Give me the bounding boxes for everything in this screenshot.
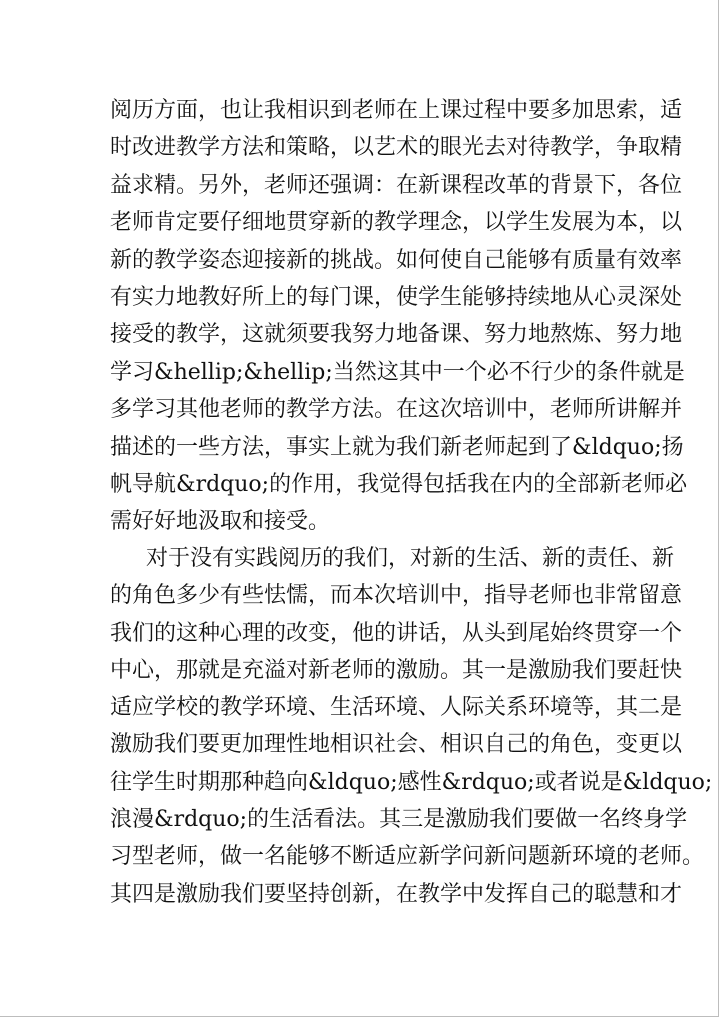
paragraph-line: 需好好地汲取和接受。 <box>110 509 331 535</box>
paragraph-line: 激励我们要更加理性地相识社会、相识自己的角色，变更以 <box>110 732 683 758</box>
paragraph-line: 浪漫&rdquo;的生活看法。其三是激励我们要做一名终身学 <box>110 807 688 833</box>
paragraph-line: 有实力地教好所上的每门课，使学生能够持续地从心灵深处 <box>110 284 683 310</box>
paragraph-line: 帆导航&rdquo;的作用，我觉得包括我在内的全部新老师必 <box>110 471 688 497</box>
paragraph-line: 中心，那就是充溢对新老师的激励。其一是激励我们要赶快 <box>110 657 683 683</box>
paragraph-line: 对于没有实践阅历的我们，对新的生活、新的责任、新 <box>146 546 675 571</box>
paragraph-line: 阅历方面，也让我相识到老师在上课过程中要多加思索，适 <box>110 98 683 123</box>
paragraph-line: 新的教学姿态迎接新的挑战。如何使自己能够有质量有效率 <box>110 247 683 273</box>
paragraph-1 <box>110 92 688 541</box>
paragraph-line: 益求精。另外，老师还强调：在新课程改革的背景下，各位 <box>110 172 683 198</box>
paragraph-line: 接受的教学，这就须要我努力地备课、努力地熬炼、努力地 <box>110 322 683 348</box>
paragraph-line: 往学生时期那种趋向&ldquo;感性&rdquo;或者说是&ldquo; <box>110 769 713 795</box>
paragraph-line: 习型老师，做一名能够不断适应新学问新问题新环境的老师。 <box>110 844 705 870</box>
paragraph-line: 的角色多少有些怯懦，而本次培训中，指导老师也非常留意 <box>110 583 683 609</box>
paragraph-line: 学习&hellip;&hellip;当然这其中一个必不行少的条件就是 <box>110 359 685 385</box>
paragraph-line: 我们的这种心理的改变，他的讲话，从头到尾始终贯穿一个 <box>110 620 683 646</box>
paragraph-line: 描述的一些方法，事实上就为我们新老师起到了&ldquo;扬 <box>110 434 684 460</box>
paragraph-line: 适应学校的教学环境、生活环境、人际关系环境等，其二是 <box>110 695 683 721</box>
paragraph-line: 老师肯定要仔细地贯穿新的教学理念，以学生发展为本，以 <box>110 210 683 236</box>
paragraph-2 <box>110 540 713 913</box>
paragraph-line: 其四是激励我们要坚持创新，在教学中发挥自己的聪慧和才 <box>110 881 683 907</box>
paragraph-line: 多学习其他老师的教学方法。在这次培训中，老师所讲解并 <box>110 397 683 423</box>
paragraph-line: 时改进教学方法和策略，以艺术的眼光去对待教学，争取精 <box>110 135 683 161</box>
